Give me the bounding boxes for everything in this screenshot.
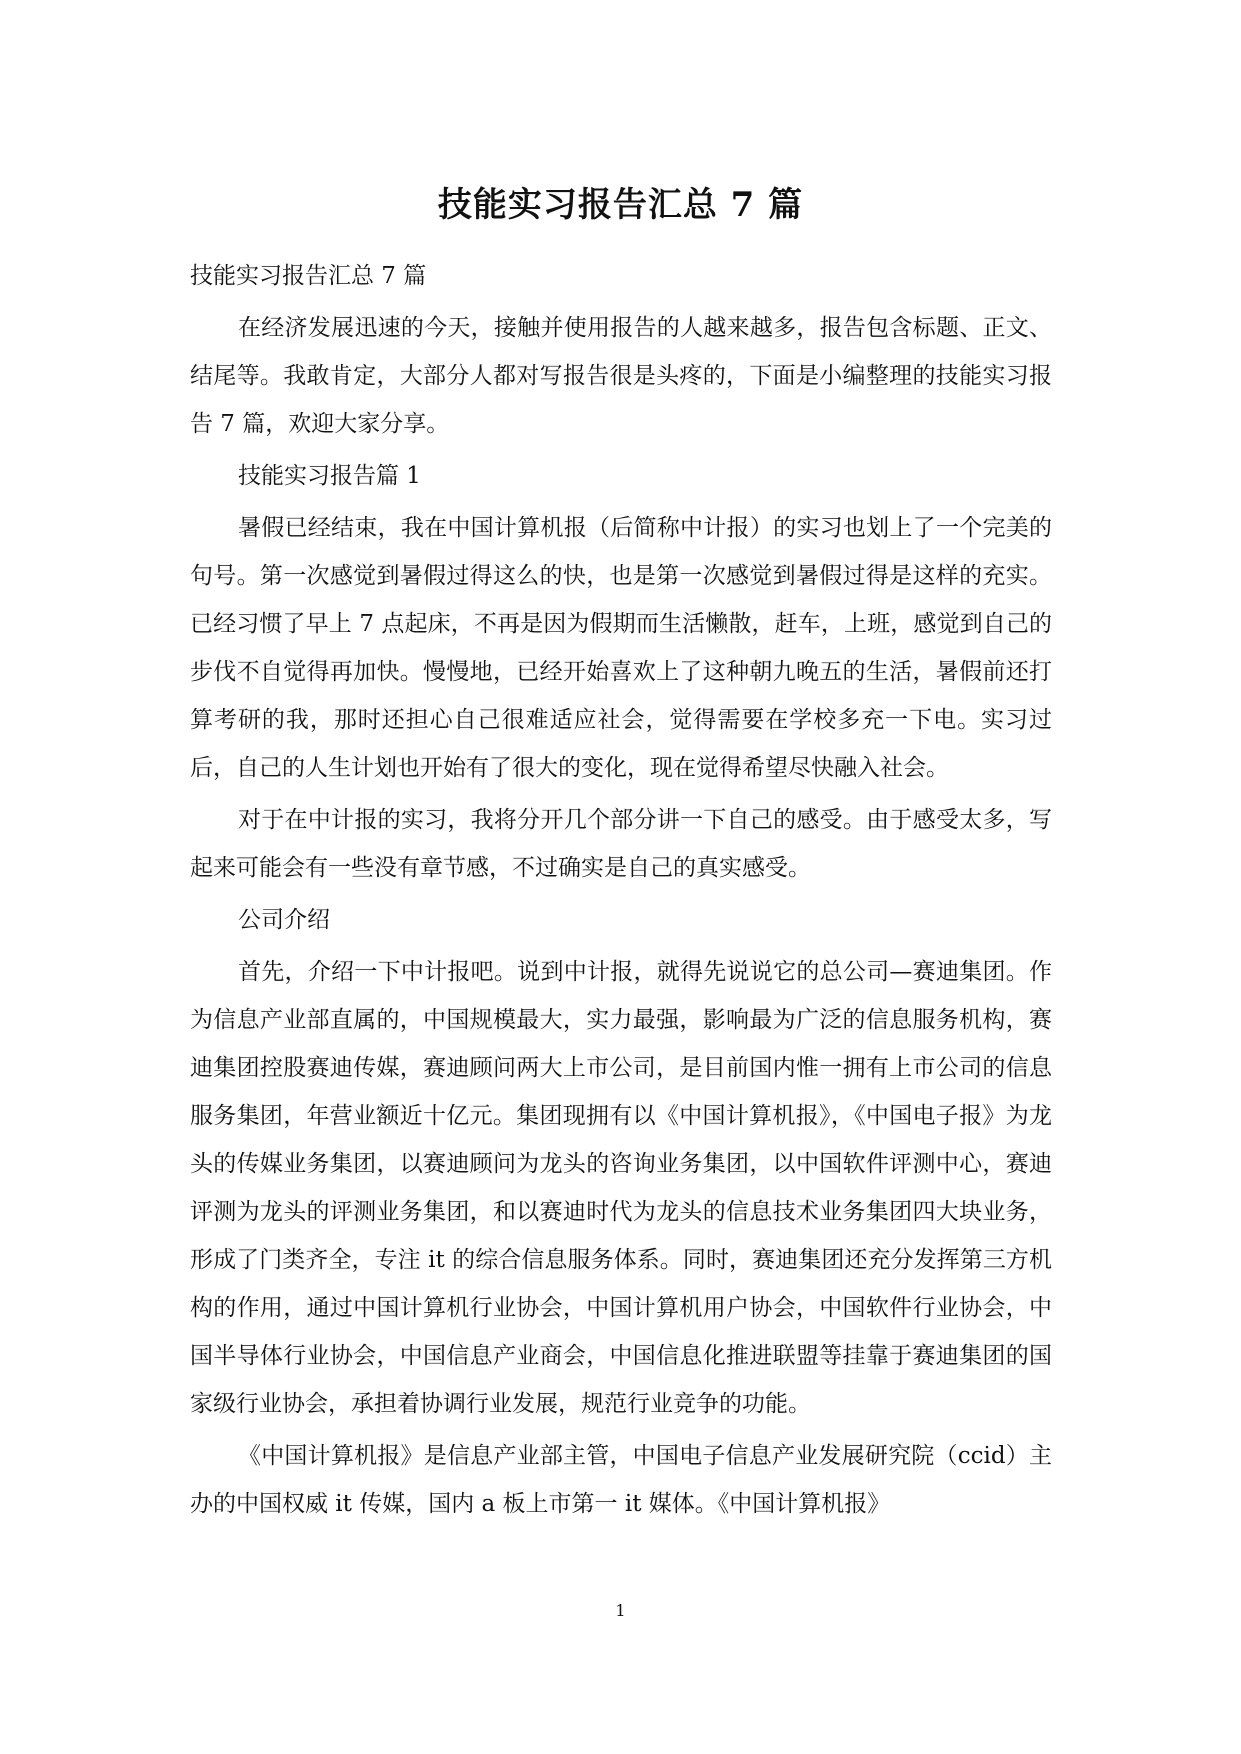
body-paragraph: 暑假已经结束，我在中国计算机报（后简称中计报）的实习也划上了一个完美的句号。第一次感觉到暑假过得这么的快，也是第一次感觉到暑假过得是这样的充实。已经习惯了早上 7 点起床，不再是因为假期而生活懒散，赶车，上班，感觉到自己的步伐不自觉得再加快。慢慢地，已经开始喜欢上了这种朝九晚五的生活，暑假前还打算考研的我，那时还担心自己很难适应社会，觉得需要在学校多充一下电。实习过后，自己的人生计划也开始有了很大的变化，现在觉得希望尽快融入社会。: [190, 515, 1052, 781]
document-title: 技能实习报告汇总 7 篇: [437, 185, 804, 225]
section-heading-report-1: 技能实习报告篇 1: [238, 463, 421, 489]
body-paragraph: 首先，介绍一下中计报吧。说到中计报，就得先说说它的总公司—赛迪集团。作为信息产业部直属的，中国规模最大，实力最强，影响最为广泛的信息服务机构，赛迪集团控股赛迪传媒，赛迪顾问两大上市公司，是目前国内惟一拥有上市公司的信息服务集团，年营业额近十亿元。集团现拥有以《中国计算机报》，《中国电子报》为龙头的传媒业务集团，以赛迪顾问为龙头的咨询业务集团，以中国软件评测中心，赛迪评测为龙头的评测业务集团，和以赛迪时代为龙头的信息技术业务集团四大块业务，形成了门类齐全，专注 it 的综合信息服务体系。同时，赛迪集团还充分发挥第三方机构的作用，通过中国计算机行业协会，中国计算机用户协会，中国软件行业协会，中国半导体行业协会，中国信息产业商会，中国信息化推进联盟等挂靠于赛迪集团的国家级行业协会，承担着协调行业发展，规范行业竞争的功能。: [190, 959, 1052, 1417]
body-paragraph: 《中国计算机报》是信息产业部主管，中国电子信息产业发展研究院（ccid）主办的中国权威 it 传媒，国内 a 板上市第一 it 媒体。《中国计算机报》: [190, 1443, 1052, 1517]
section-heading-company: 公司介绍: [238, 907, 330, 933]
subtitle-paragraph: 技能实习报告汇总 7 篇: [190, 263, 427, 289]
document-body: [190, 252, 1052, 1532]
page-number: 1: [615, 1601, 626, 1620]
body-paragraph: 对于在中计报的实习，我将分开几个部分讲一下自己的感受。由于感受太多，写起来可能会有一些没有章节感，不过确实是自己的真实感受。: [190, 807, 1052, 881]
intro-paragraph: 在经济发展迅速的今天，接触并使用报告的人越来越多，报告包含标题、正文、结尾等。我敢肯定，大部分人都对写报告很是头疼的，下面是小编整理的技能实习报告 7 篇，欢迎大家分享。: [190, 315, 1052, 437]
